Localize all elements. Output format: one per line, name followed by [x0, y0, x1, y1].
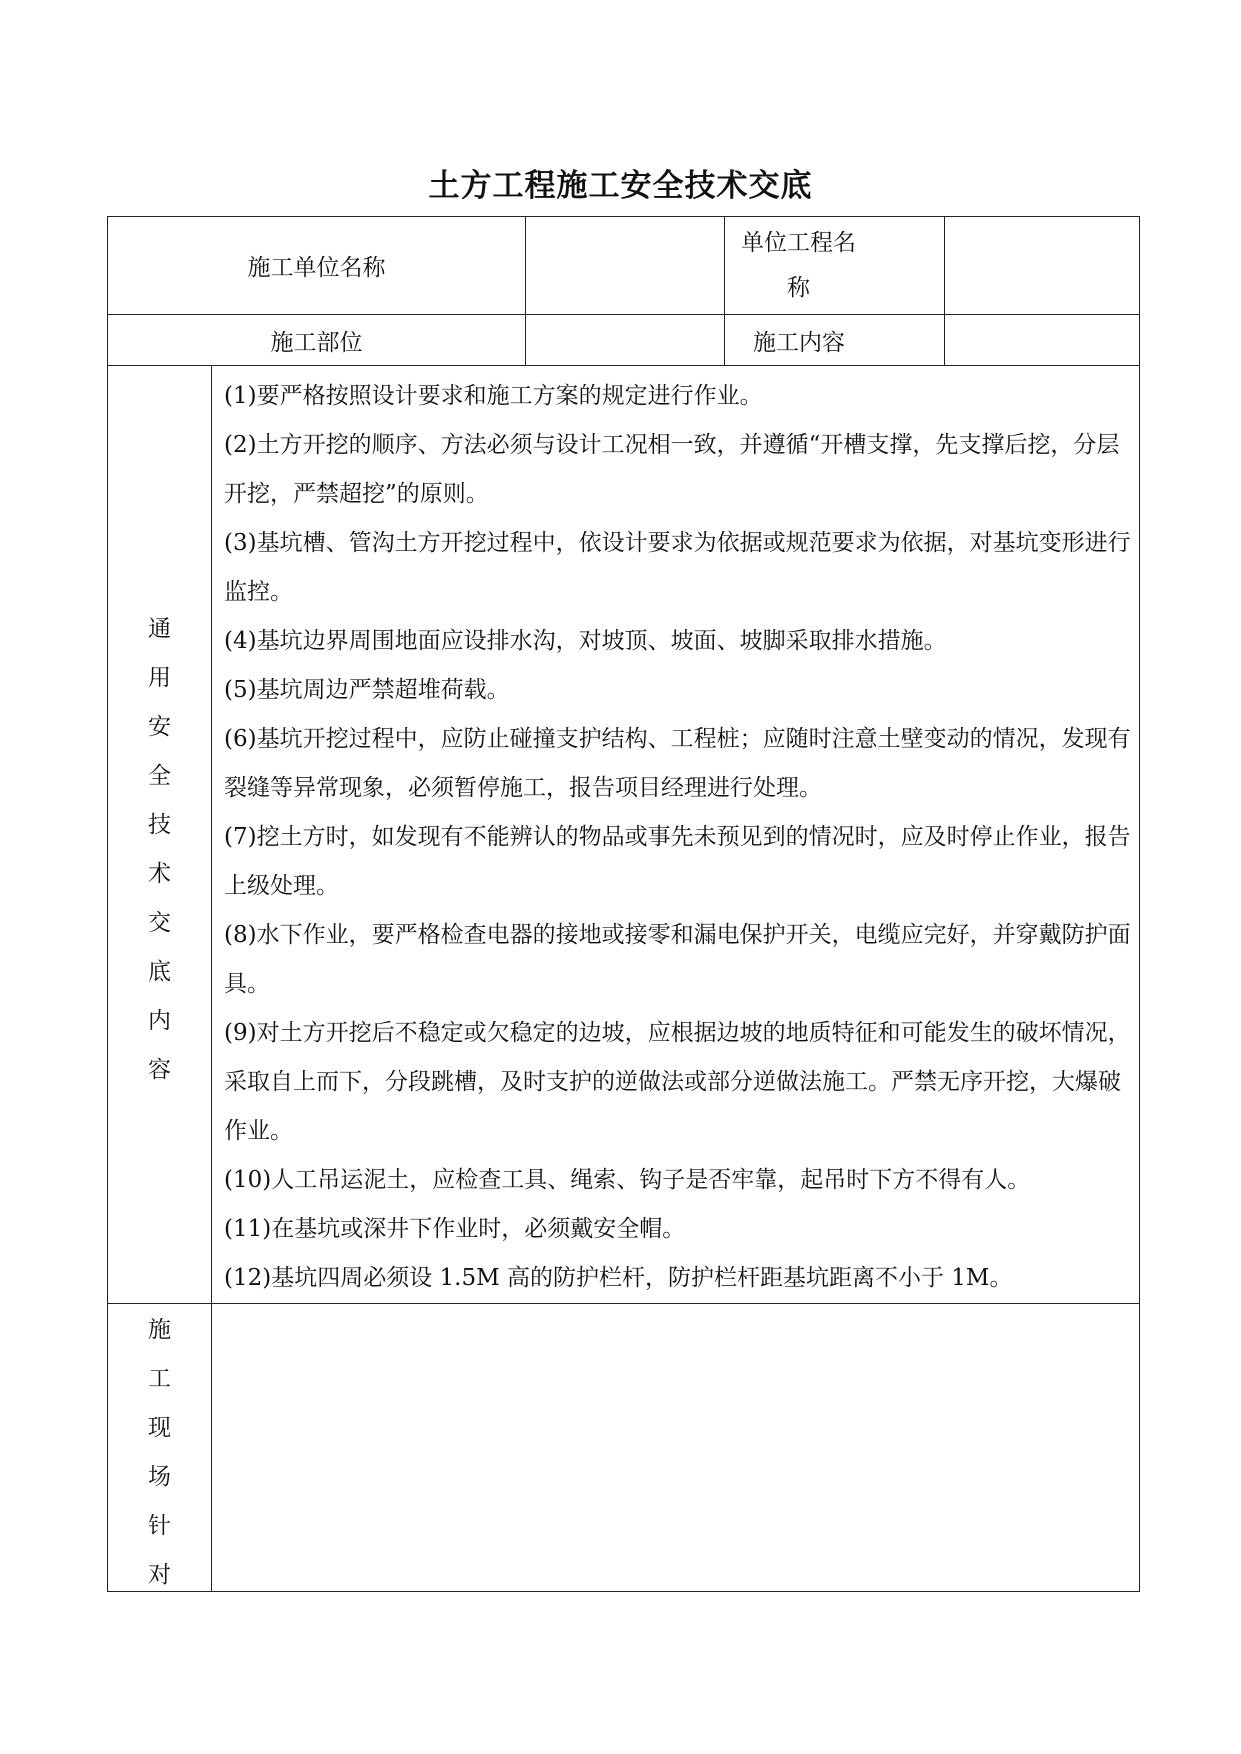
content-label-cell — [724, 314, 945, 366]
site-label-char: 对 — [148, 1562, 171, 1588]
safety-item: (2)土方开挖的顺序、方法必须与设计工况相一致，并遵循“开槽支撑，先支撑后挖，分层开挖，严禁超挖”的原则。 — [224, 432, 1120, 507]
general-label-char: 技 — [148, 811, 171, 838]
site-content-cell[interactable] — [211, 1303, 1140, 1592]
safety-item: (9)对土方开挖后不稳定或欠稳定的边坡，应根据边坡的地质特征和可能发生的破坏情况，采取自上而下，分段跳槽，及时支护的逆做法或部分逆做法施工。严禁无序开挖，大爆破作业。 — [224, 1020, 1131, 1144]
document-title: 土方工程施工安全技术交底 — [428, 168, 813, 204]
safety-item: (12)基坑四周必须设 1.5M 高的防护栏杆，防护栏杆距基坑距离不小于 1M。 — [224, 1265, 1013, 1291]
safety-item: (4)基坑边界周围地面应设排水沟，对坡顶、坡面、坡脚采取排水措施。 — [224, 628, 947, 654]
general-label-char: 容 — [148, 1056, 171, 1083]
general-items-cell — [211, 365, 1140, 1304]
content-label: 施工内容 — [753, 329, 845, 356]
location-value[interactable] — [525, 314, 725, 366]
unit-name-label-cell — [107, 216, 526, 315]
general-label-char: 通 — [148, 615, 171, 642]
general-label-cell — [107, 365, 212, 1304]
site-label-cell — [107, 1303, 212, 1592]
general-label-char: 术 — [148, 860, 171, 887]
safety-item: (11)在基坑或深井下作业时，必须戴安全帽。 — [224, 1216, 686, 1242]
safety-item: (8)水下作业，要严格检查电器的接地或接零和漏电保护开关，电缆应完好，并穿戴防护面具。 — [224, 922, 1131, 997]
general-label-char: 内 — [148, 1007, 171, 1034]
safety-item: (10)人工吊运泥土，应检查工具、绳索、钩子是否牢靠，起吊时下方不得有人。 — [224, 1167, 1031, 1193]
general-label-char: 全 — [148, 762, 171, 789]
site-label-char: 工 — [148, 1366, 171, 1392]
site-label-char: 现 — [148, 1415, 171, 1441]
general-label-char: 底 — [148, 958, 171, 985]
site-label-char: 施 — [148, 1317, 171, 1343]
general-label-char: 用 — [148, 664, 171, 691]
safety-item: (1)要严格按照设计要求和施工方案的规定进行作业。 — [224, 383, 763, 409]
site-label-char: 针 — [148, 1513, 171, 1539]
unit-name-label: 施工单位名称 — [247, 255, 386, 281]
project-name-label-line2: 称 — [787, 274, 810, 301]
general-label-char: 交 — [148, 909, 171, 936]
site-label-char: 场 — [148, 1464, 171, 1490]
project-name-value[interactable] — [944, 216, 1140, 315]
project-name-label-line1: 单位工程名 — [741, 229, 856, 256]
safety-item: (5)基坑周边严禁超堆荷载。 — [224, 677, 510, 703]
content-value[interactable] — [944, 314, 1140, 366]
safety-item: (7)挖土方时，如发现有不能辨认的物品或事先未预见到的情况时，应及时停止作业，报告上级处理。 — [224, 824, 1131, 899]
project-name-label-cell — [724, 216, 945, 315]
safety-item: (6)基坑开挖过程中，应防止碰撞支护结构、工程桩；应随时注意土壁变动的情况，发现有裂缝等异常现象，必须暂停施工，报告项目经理进行处理。 — [224, 726, 1131, 801]
location-label-cell — [107, 314, 526, 366]
unit-name-value[interactable] — [525, 216, 725, 315]
location-label: 施工部位 — [270, 329, 363, 356]
safety-item: (3)基坑槽、管沟土方开挖过程中，依设计要求为依据或规范要求为依据，对基坑变形进行监控。 — [224, 530, 1131, 605]
general-label-char: 安 — [148, 713, 171, 740]
